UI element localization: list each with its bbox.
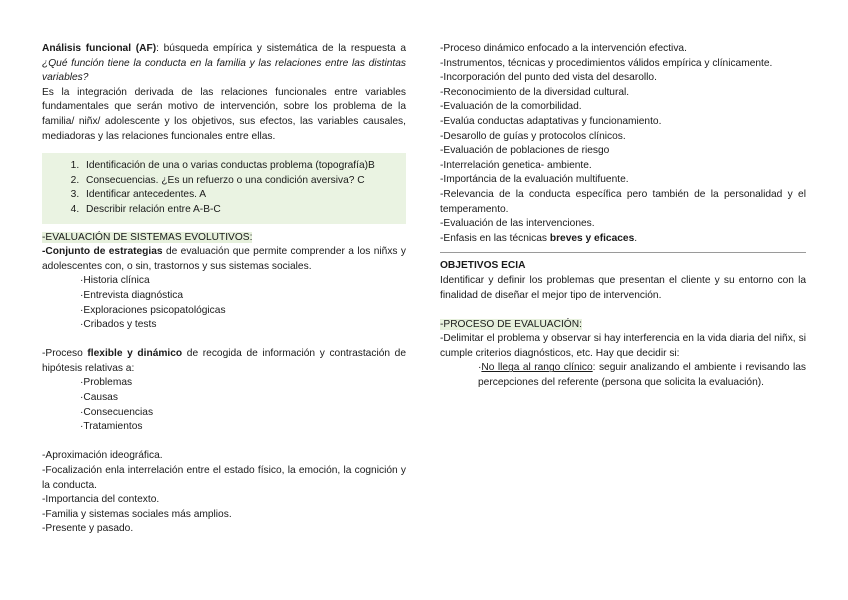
delimitar-paragraph: -Delimitar el problema y observar si hay interferencia en la vida diaria del niñx, si cumple criterios diagnósticos, etc. Hay que decidir si: [440,333,806,359]
list-item: -Evaluación de la comorbilidad. [440,101,582,113]
objetivos-heading: OBJETIVOS ECIA [440,260,526,272]
integration-paragraph: Es la integración derivada de las relaciones funcionales entre variables fundamentales que serán motivo de intervención, sobre los problema de la familia/ niñx/ adolescente y los objetivos, sus efectos, las variables causales, mediadoras y las relaciones funcionales entre ellas. [42,86,406,142]
list-item: -Interrelación genetica- ambiente. [440,159,592,171]
proceso-bold: flexible y dinámico [87,348,183,360]
abc-step: 3. Identificar antecedentes. A [82,188,406,203]
proceso-eval-heading: -PROCESO DE EVALUACIÓN: [440,318,582,330]
list-item: -Importancia del contexto. [42,494,160,506]
af-paragraph [42,42,406,86]
list-item: ·Consecuencias [80,406,154,418]
enfasis-bold: breves y eficaces [549,232,635,244]
abc-steps-list [42,159,406,217]
conjunto-bold: -Conjunto de estrategias [42,246,163,258]
list-item: -Presente y pasado. [42,523,134,535]
list-item: -Proceso dinámico enfocado a la intervención efectiva. [440,43,687,54]
conjunto-paragraph: -Conjunto de estrategias de evaluación que permite comprender a los niñxs y adolescentes con, o sin, trastornos y sus sistemas sociales. [42,246,406,272]
list-item: ·Entrevista diagnóstica [80,289,184,301]
abc-step: 4. Describir relación entre A-B-C [82,203,406,218]
list-item: -Familia y sistemas sociales más amplios. [42,508,232,520]
list-item: ·Cribados y tests [80,319,157,331]
abc-step: 2. Consecuencias. ¿Es un refuerzo o una condición aversiva? C [82,174,406,189]
objetivos-paragraph: Identificar y definir los problemas que presentan el cliente y su entorno con la finalidad de diseñar el mejor tipo de intervención. [440,274,806,301]
list-item: ·Causas [80,392,118,404]
list-item: -Evaluación de poblaciones de riesgo [440,145,610,157]
section-divider [440,252,806,253]
af-question: ¿Qué función tiene la conducta en la familia y las relaciones entre las distintas variables? [42,57,406,84]
list-item: -Relevancia de la conducta específica pero también de la personalidad y el temperamento. [440,188,806,215]
features-list [440,42,806,246]
af-term: Análisis funcional (AF) [42,43,157,54]
list-item: -Reconocimiento de la diversidad cultural. [440,86,630,98]
list-item: -Importáncia de la evaluación multifuente. [440,174,629,186]
list-item: -Desarollo de guías y protocolos clínicos. [440,130,626,142]
af-definition: : búsqueda empírica y sistemática de la respuesta a [156,43,406,54]
abc-step: 1. Identificación de una o varias conductas problema (topografía)B [82,159,406,174]
left-column [42,42,406,537]
no-llega-item: ·No llega al rango clínico: seguir analizando el ambiente i revisando las percepciones del referente (persona que solicita la evaluación). [478,362,807,389]
list-item: ·Tratamientos [80,421,143,433]
list-item: ·Historia clínica [80,275,150,287]
characteristics-list [42,449,406,537]
abc-steps-box [42,153,406,223]
right-column [440,42,806,391]
list-item: -Focalización enla interrelación entre el estado físico, la emoción, la cognición y la conducta. [42,465,406,491]
no-llega-label: No llega al rango clínico [481,362,593,374]
list-item: -Enfasis en las técnicas breves y eficaces. [440,232,638,244]
list-item: -Instrumentos, técnicas y procedimientos válidos empírica y clínicamente. [440,57,773,69]
list-item: -Aproximación ideográfica. [42,450,163,462]
list-item: -Evalúa conductas adaptativas y funcionamiento. [440,115,662,127]
proceso-paragraph: -Proceso flexible y dinámico de recogida de información y contrastación de hipótesis relativas a: [42,348,407,374]
eval-systems-heading: -EVALUACIÓN DE SISTEMAS EVOLUTIVOS: [42,231,253,243]
hypotheses-list [42,376,406,434]
list-item: ·Exploraciones psicopatológicas [80,304,226,316]
list-item: -Incorporación del punto ded vista del desarollo. [440,72,657,84]
list-item: ·Problemas [80,377,133,389]
strategies-list [42,274,406,332]
list-item: -Evaluación de las intervenciones. [440,218,595,230]
